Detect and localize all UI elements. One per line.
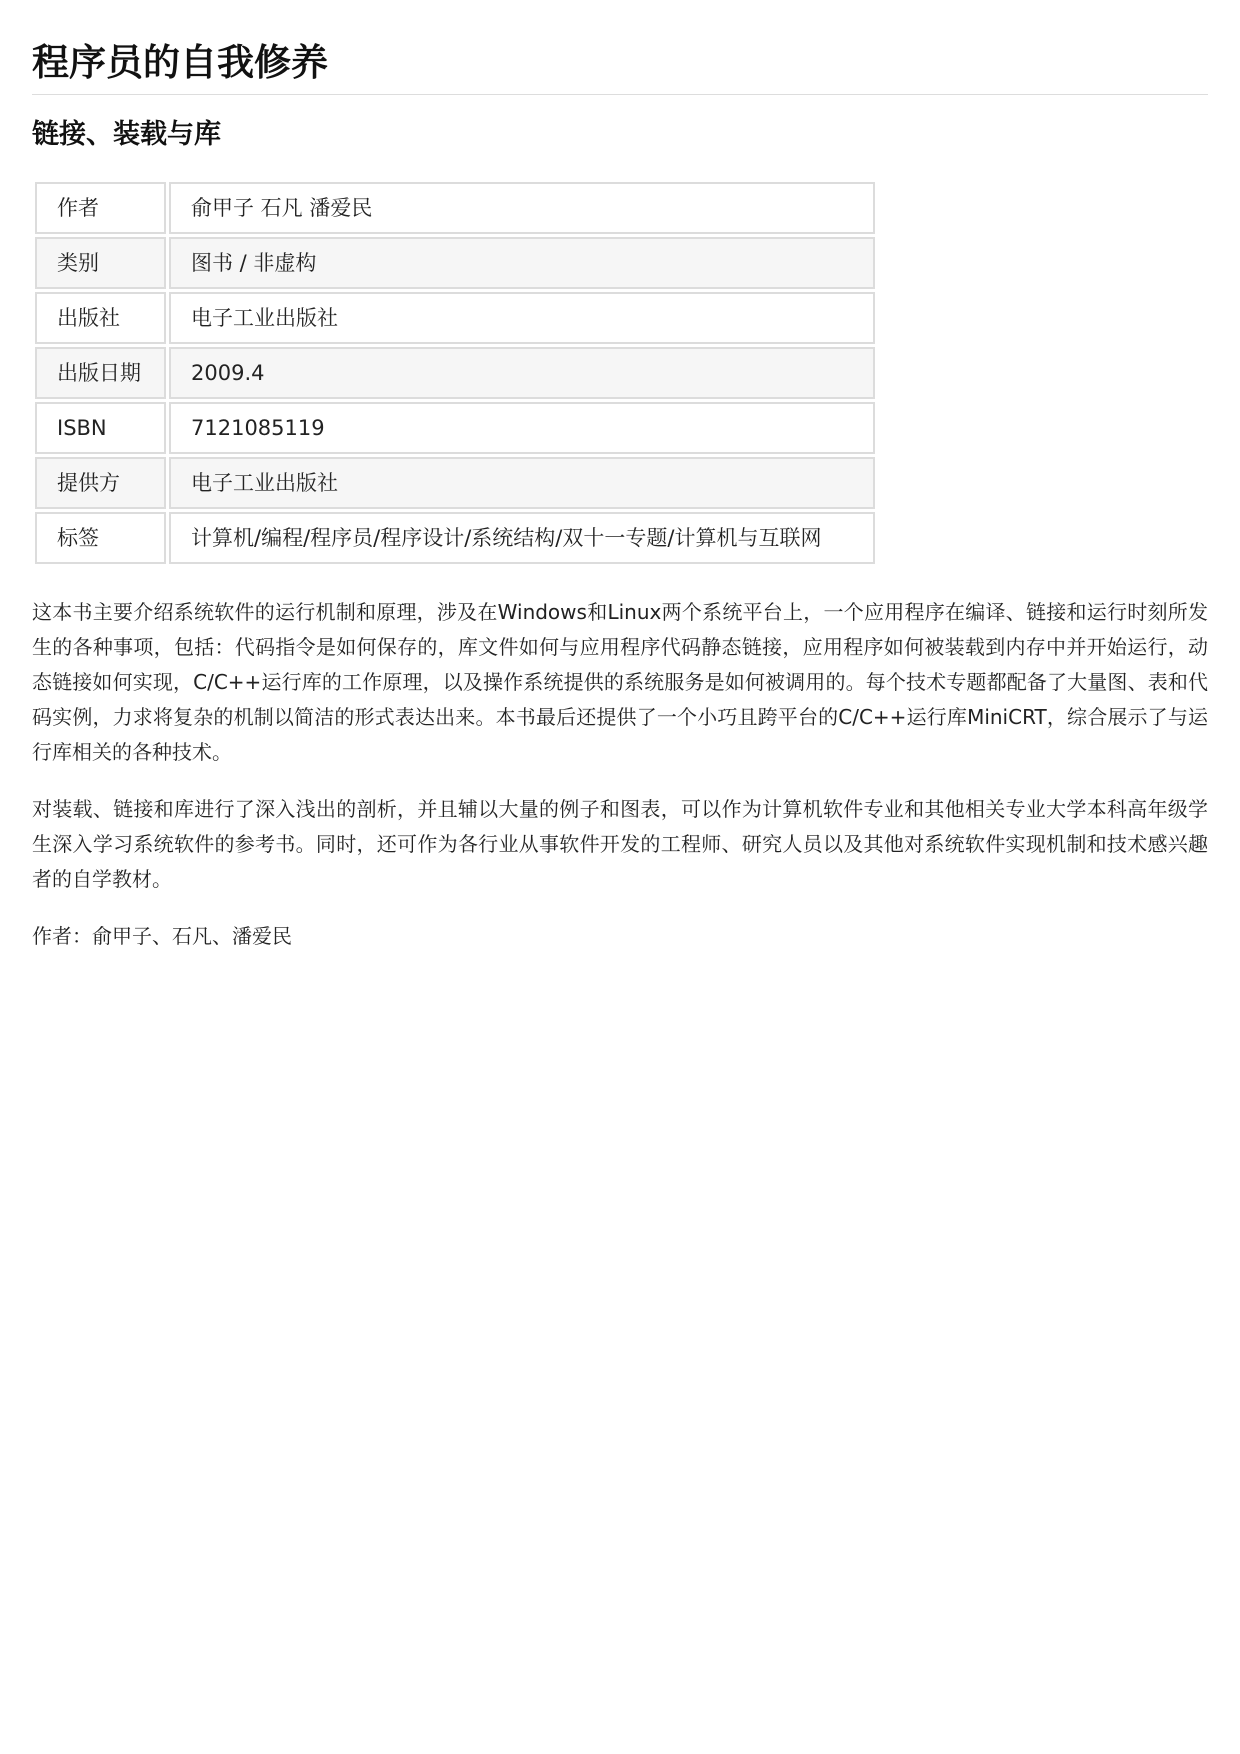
info-value: 2009.4 [169,347,875,399]
info-value: 7121085119 [169,402,875,454]
description-paragraph: 这本书主要介绍系统软件的运行机制和原理，涉及在Windows和Linux两个系统平台上，一个应用程序在编译、链接和运行时刻所发生的各种事项，包括：代码指令是如何保存的，库文件如何与应用程序代码静态链接，应用程序如何被装载到内存中并开始运行，动态链接如何实现，C/C++运行库的工作原理，以及操作系统提供的系统服务是如何被调用的。每个技术专题都配备了大量图、表和代码实例，力求将复杂的机制以简洁的形式表达出来。本书最后还提供了一个小巧且跨平台的C/C++运行库MiniCRT，综合展示了与运行库相关的各种技术。 [32,600,1208,764]
info-value: 电子工业出版社 [169,457,875,509]
info-row-publisher [35,292,875,344]
info-key: 标签 [35,512,166,564]
info-row-publish-date [35,347,875,399]
info-key: 出版社 [35,292,166,344]
book-subtitle: 链接、装载与库 [32,119,221,150]
book-info-table [32,179,878,567]
info-value: 图书 / 非虚构 [169,237,875,289]
info-value: 电子工业出版社 [169,292,875,344]
author-line: 作者：俞甲子、石凡、潘爱民 [32,924,292,948]
info-value: 计算机/编程/程序员/程序设计/系统结构/双十一专题/计算机与互联网 [169,512,875,564]
info-row-author [35,182,875,234]
book-title: 程序员的自我修养 [32,40,1208,95]
info-row-tags [35,512,875,564]
info-key: 类别 [35,237,166,289]
info-value: 俞甲子 石凡 潘爱民 [169,182,875,234]
info-key: ISBN [35,402,166,454]
info-row-provider [35,457,875,509]
info-row-category [35,237,875,289]
info-key: 提供方 [35,457,166,509]
info-row-isbn [35,402,875,454]
info-key: 出版日期 [35,347,166,399]
description-paragraph: 对装载、链接和库进行了深入浅出的剖析，并且辅以大量的例子和图表，可以作为计算机软件专业和其他相关专业大学本科高年级学生深入学习系统软件的参考书。同时，还可作为各行业从事软件开发的工程师、研究人员以及其他对系统软件实现机制和技术感兴趣者的自学教材。 [32,797,1208,891]
info-key: 作者 [35,182,166,234]
